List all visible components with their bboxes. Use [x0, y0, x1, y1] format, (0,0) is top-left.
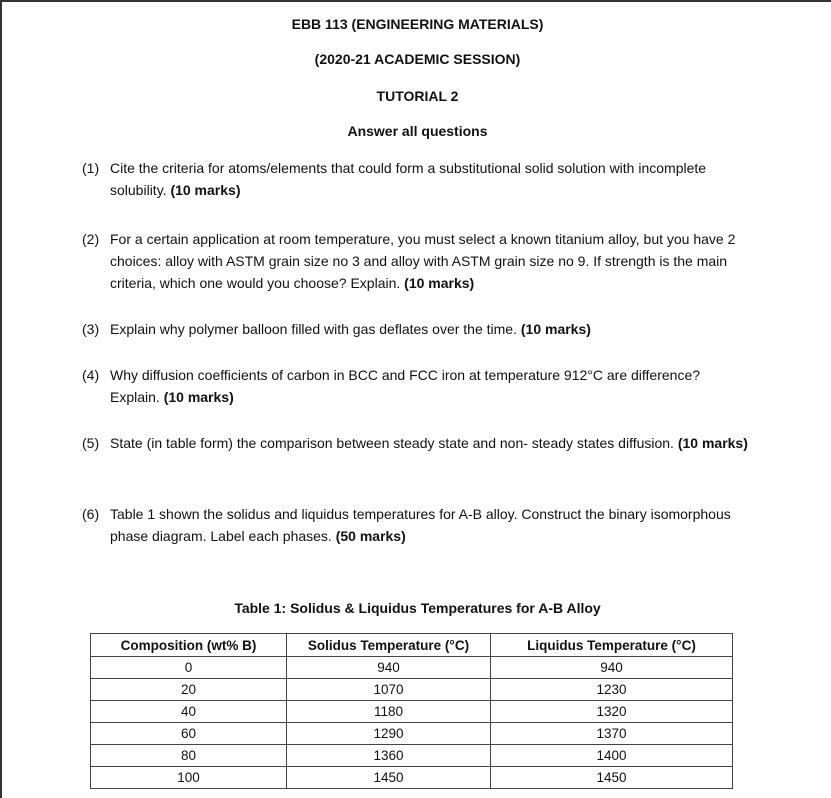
table-row	[91, 745, 733, 767]
question-marks: (10 marks)	[163, 389, 234, 405]
question-3	[82, 318, 782, 340]
table-cell: 0	[91, 657, 287, 679]
question-marks: (10 marks)	[520, 321, 591, 337]
question-4	[82, 364, 702, 408]
question-text: Why diffusion coefficients of carbon in BCC and FCC iron at temperature 912°C are difference? Explain.	[110, 367, 701, 405]
table-cell: 80	[91, 745, 287, 767]
table-cell: 1230	[491, 679, 733, 701]
question-marks: (50 marks)	[335, 528, 406, 544]
question-number: (1)	[82, 160, 100, 176]
table-cell: 1320	[491, 701, 733, 723]
question-6	[82, 503, 747, 547]
course-title: EBB 113 (ENGINEERING MATERIALS)	[291, 16, 544, 32]
table-cell: 1360	[287, 745, 491, 767]
question-marks: (10 marks)	[170, 182, 241, 198]
table-cell: 940	[491, 657, 733, 679]
session-title: (2020-21 ACADEMIC SESSION)	[314, 51, 521, 67]
table-cell: 1450	[491, 767, 733, 789]
question-2	[82, 228, 772, 294]
question-1	[82, 157, 742, 201]
question-text: State (in table form) the comparison between steady state and non- steady states diffusion.	[110, 435, 674, 451]
temperature-table	[90, 633, 733, 789]
table-cell: 20	[91, 679, 287, 701]
question-text: For a certain application at room temperature, you must select a known titanium alloy, but you have 2 choices: alloy with ASTM grain size no 3 and alloy with ASTM grain size no 9. If strength is the main criteria, which one would you choose? Explain.	[110, 231, 736, 291]
question-number: (4)	[82, 367, 100, 383]
question-number: (5)	[82, 435, 100, 451]
table-cell: 1290	[287, 723, 491, 745]
column-header: Solidus Temperature (°C)	[287, 634, 491, 657]
table-cell: 1450	[287, 767, 491, 789]
table-cell: 1070	[287, 679, 491, 701]
table-cell: 60	[91, 723, 287, 745]
column-header: Liquidus Temperature (°C)	[491, 634, 733, 657]
question-text: Table 1 shown the solidus and liquidus temperatures for A-B alloy. Construct the binary isomorphous phase diagram. Label each phases.	[110, 506, 731, 544]
table-header-row	[91, 634, 733, 657]
table-cell: 1180	[287, 701, 491, 723]
question-number: (3)	[82, 321, 100, 337]
column-header: Composition (wt% B)	[91, 634, 287, 657]
table-cell: 1370	[491, 723, 733, 745]
table-row	[91, 701, 733, 723]
instruction: Answer all questions	[347, 123, 488, 139]
table-title: Table 1: Solidus & Liquidus Temperatures for A-B Alloy	[234, 600, 601, 616]
table-cell: 100	[91, 767, 287, 789]
table-row	[91, 767, 733, 789]
table-cell: 40	[91, 701, 287, 723]
table-cell: 940	[287, 657, 491, 679]
question-number: (6)	[82, 506, 100, 522]
table-cell: 1400	[491, 745, 733, 767]
tutorial-title: TUTORIAL 2	[376, 88, 459, 104]
question-text: Explain why polymer balloon filled with gas deflates over the time.	[110, 321, 517, 337]
table-row	[91, 723, 733, 745]
question-number: (2)	[82, 231, 100, 247]
question-marks: (10 marks)	[404, 275, 475, 291]
question-marks: (10 marks)	[677, 435, 748, 451]
question-text: Cite the criteria for atoms/elements that could form a substitutional solid solution with incomplete solubility.	[110, 160, 707, 198]
table-row	[91, 657, 733, 679]
question-5	[82, 432, 782, 454]
table-row	[91, 679, 733, 701]
